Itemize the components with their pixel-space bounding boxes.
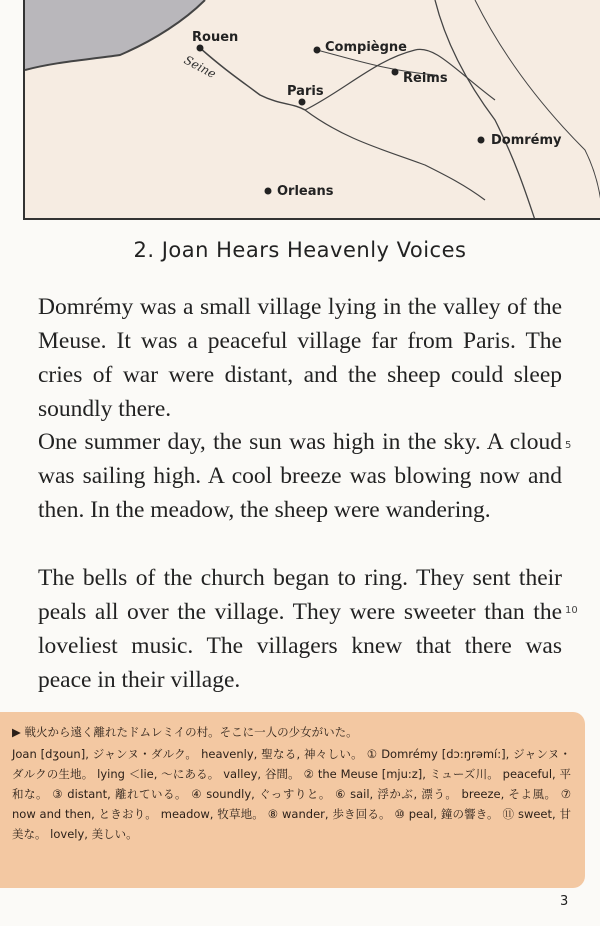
- meuse-river: [435, 0, 535, 220]
- city-label-domremy: Domrémy: [491, 133, 562, 148]
- city-dot-compiegne: [314, 47, 321, 54]
- city-label-compiegne: Compiègne: [325, 40, 407, 55]
- notes-glossary: Joan [dʒoun], ジャンヌ・ダルク。 heavenly, 聖なる, 神々しい。 ① Domrémy [dɔ:ŋrəmí:], ジャンヌ・ダルクの生地。 lying ＜lie, ～にある。 valley, 谷間。 ② the Meuse [mju:z], ミューズ川。 peaceful, 平和な。 ③ distant, 離れている。 ④ soundly, ぐっすりと。 ⑥ sail, 浮かぶ, 漂う。 breeze, そよ風。 ⑦ now and then, ときおり。 meadow, 牧草地。 ⑧ wander, 歩き回る。 ⑩ peal, 鐘の響き。 ⑪ sweet, 甘美な。 lovely, 美しい。: [12, 747, 571, 841]
- paragraph-3: The bells of the church began to ring. They sent their peals all over the village. They were sweeter than the loveliest music. The villagers knew that there was peace in their village.: [38, 565, 562, 693]
- line-number-10: 10: [565, 605, 578, 616]
- city-dot-orleans: [265, 188, 272, 195]
- paragraph-1: Domrémy was a small village lying in the valley of the Meuse. It was a peaceful village far from Paris. The cries of war were distant, and the sheep could sleep soundly there.: [38, 294, 562, 422]
- seine-river: [200, 48, 305, 110]
- city-dot-reims: [392, 69, 399, 76]
- border-line: [475, 0, 600, 210]
- city-label-orleans: Orleans: [277, 184, 334, 199]
- page-number: 3: [560, 894, 569, 909]
- notes-intro: ▶ 戦火から遠く離れたドムレミイの村。そこに一人の少女がいた。: [12, 725, 358, 739]
- lesson-title: 2. Joan Hears Heavenly Voices: [133, 238, 467, 262]
- paragraph-2: One summer day, the sun was high in the sky. A cloud was sailing high. A cool breeze was blowing now and then. In the meadow, the sheep were wandering.: [38, 429, 562, 523]
- city-label-paris: Paris: [287, 84, 324, 99]
- river-label-seine: Seine: [181, 52, 219, 82]
- marne-river: [305, 49, 495, 110]
- line-number-5: 5: [565, 440, 572, 451]
- city-dot-paris: [299, 99, 306, 106]
- city-label-rouen: Rouen: [192, 30, 239, 45]
- city-dot-rouen: [197, 45, 204, 52]
- vocabulary-notes: [0, 712, 585, 888]
- map: [23, 0, 600, 220]
- city-label-reims: Reims: [403, 71, 448, 86]
- sea-area: [25, 0, 205, 70]
- city-dot-domremy: [478, 137, 485, 144]
